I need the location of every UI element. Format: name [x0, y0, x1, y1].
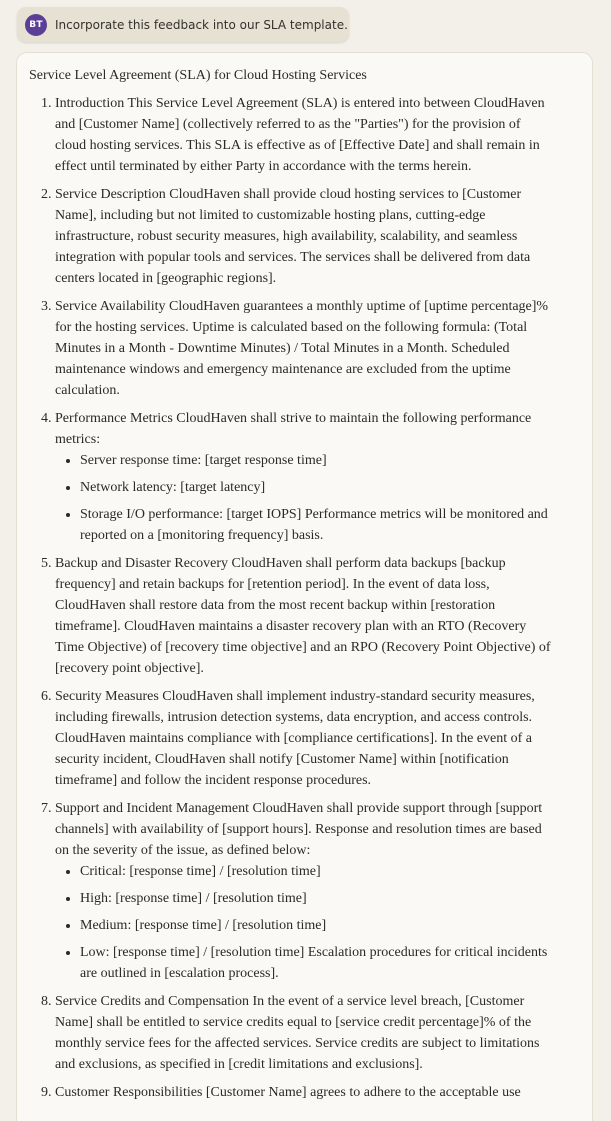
sla-section-4: [55, 408, 552, 546]
user-avatar: BT: [25, 14, 47, 36]
document-title: Service Level Agreement (SLA) for Cloud Hosting Services: [29, 68, 367, 83]
bullet-item: • Storage I/O performance: [target IOPS] Performance metrics will be monitored and reported on a [monitoring frequency] basis.: [80, 504, 552, 546]
sla-section-6: [55, 686, 552, 791]
sla-section-3: [55, 296, 552, 401]
sla-section-1: [55, 93, 552, 177]
sla-section-8: [55, 991, 552, 1075]
sla-section-5: [55, 553, 552, 679]
sla-section-text: Customer Responsibilities [Customer Name] agrees to adhere to the acceptable use: [55, 1085, 521, 1100]
user-message-bubble: [17, 7, 349, 42]
sla-section-text: Security Measures CloudHaven shall implement industry-standard security measures, including firewalls, intrusion detection systems, data encryption, and access controls. CloudHaven maintains compliance with [compliance certifications]. In the event of a security incident, CloudHaven shall notify [Customer Name] within [notification timeframe] and follow the incident response procedures.: [55, 689, 535, 788]
sla-section-text: Performance Metrics CloudHaven shall strive to maintain the following performance metrics:: [55, 411, 532, 447]
bullet-item: • Server response time: [target response time]: [80, 450, 552, 471]
sla-section-text: Service Description CloudHaven shall provide cloud hosting services to [Customer Name], including but not limited to customizable hosting plans, cutting-edge infrastructure, robust security measures, high availability, scalability, and seamless integration with popular tools and services. The services shall be delivered from data centers located in [geographic regions].: [55, 187, 531, 286]
sla-section-text: Backup and Disaster Recovery CloudHaven shall perform data backups [backup frequency] and retain backups for [retention period]. In the event of data loss, CloudHaven shall restore data from the most recent backup within [restoration timeframe]. CloudHaven maintains a disaster recovery plan with an RTO (Recovery Time Objective) of [recovery time objective] and an RPO (Recovery Point Objective) of [recovery point objective].: [55, 556, 551, 676]
user-message-text: Incorporate this feedback into our SLA template.: [55, 17, 348, 32]
sla-section-text: Introduction This Service Level Agreement (SLA) is entered into between CloudHaven and [Customer Name] (collectively referred to as the "Parties") for the provision of cloud hosting services. This SLA is effective as of [Effective Date] and shall remain in effect until terminated by either Party in accordance with the terms herein.: [55, 96, 545, 174]
sla-section-bullets: [55, 450, 552, 546]
sla-section-text: Service Availability CloudHaven guarantees a monthly uptime of [uptime percentage]% for the hosting services. Uptime is calculated based on the following formula: (Total Minutes in a Month - Downtime Minutes) / Total Minutes in a Month. Scheduled maintenance windows and emergency maintenance are excluded from the uptime calculation.: [55, 299, 549, 398]
assistant-response: [16, 52, 593, 1121]
sla-section-text: Service Credits and Compensation In the event of a service level breach, [Customer Name] shall be entitled to service credits equal to [service credit percentage]% of the monthly service fees for the affected services. Service credits are subject to limitations and exclusions, as specified in [credit limitations and exclusions].: [55, 994, 540, 1072]
sla-sections-list: [29, 93, 552, 1103]
sla-section-2: [55, 184, 552, 289]
sla-section-7: [55, 798, 552, 984]
bullet-item: • Low: [response time] / [resolution time] Escalation procedures for critical incidents are outlined in [escalation process].: [80, 942, 552, 984]
sla-section-text: Support and Incident Management CloudHaven shall provide support through [support channels] with availability of [support hours]. Response and resolution times are based on the severity of the issue, as defined below:: [55, 801, 543, 858]
bullet-item: • High: [response time] / [resolution time]: [80, 888, 552, 909]
sla-section-9: [55, 1082, 552, 1103]
bullet-item: • Network latency: [target latency]: [80, 477, 552, 498]
bullet-item: • Critical: [response time] / [resolution time]: [80, 861, 552, 882]
sla-section-bullets: [55, 861, 552, 984]
bullet-item: • Medium: [response time] / [resolution time]: [80, 915, 552, 936]
